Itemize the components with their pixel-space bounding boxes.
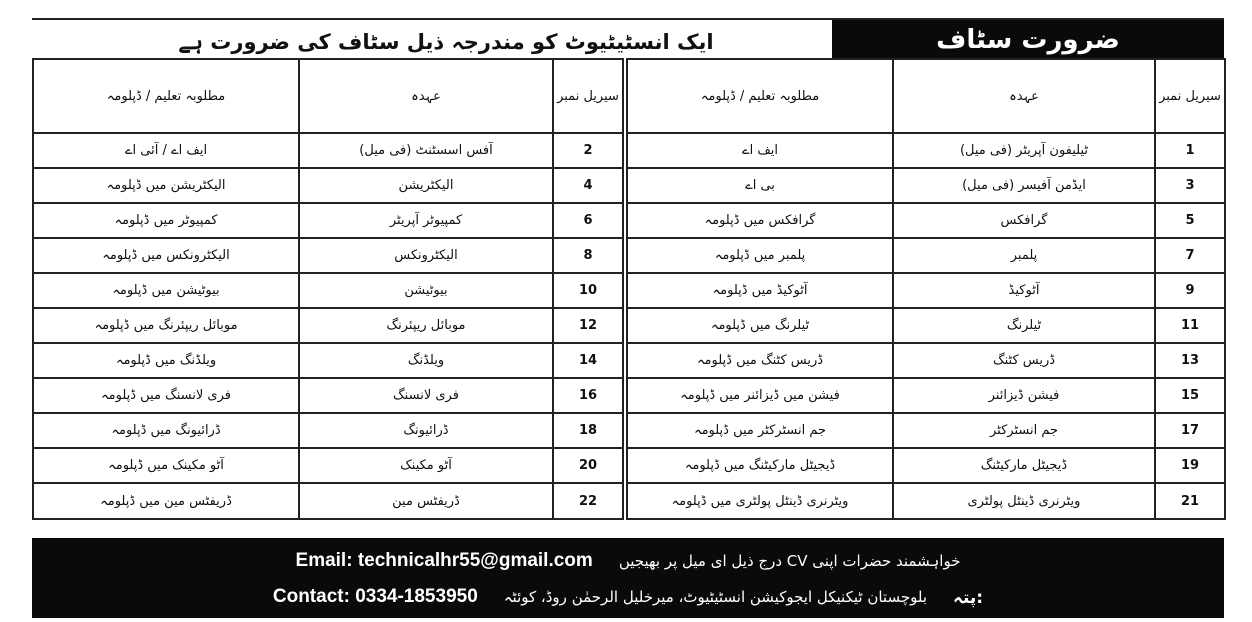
post-cell: موبائل ریپئرنگ (299, 308, 553, 343)
post-cell: ویلڈنگ (299, 343, 553, 378)
qualification-cell: فری لانسنگ میں ڈپلومہ (33, 378, 299, 413)
qualification-cell: کمپیوٹر میں ڈپلومہ (33, 203, 299, 238)
serial-cell: 8 (553, 238, 625, 273)
post-header-2: عہدہ (299, 59, 553, 133)
serial-header: سیریل نمبر (1155, 59, 1225, 133)
post-cell: ڈیجیٹل مارکیٹنگ (893, 448, 1155, 483)
post-cell: فیشن ڈیزائنر (893, 378, 1155, 413)
address-label: پتہ: (953, 587, 984, 608)
table-row (33, 448, 1225, 483)
post-cell: ٹیلرنگ (893, 308, 1155, 343)
serial-cell: 9 (1155, 273, 1225, 308)
serial-cell: 16 (553, 378, 625, 413)
header (32, 18, 1224, 60)
serial-cell: 6 (553, 203, 625, 238)
serial-cell: 1 (1155, 133, 1225, 168)
post-cell: فری لانسنگ (299, 378, 553, 413)
serial-cell: 7 (1155, 238, 1225, 273)
qualification-header-2: مطلوبہ تعلیم / ڈپلومہ (33, 59, 299, 133)
table-row (33, 133, 1225, 168)
qualification-cell: ویٹرنری ڈینٹل پولٹری میں ڈپلومہ (625, 483, 893, 519)
qualification-cell: جم انسٹرکٹر میں ڈپلومہ (625, 413, 893, 448)
table-row (33, 238, 1225, 273)
table-row (33, 413, 1225, 448)
post-cell: ڈریس کٹنگ (893, 343, 1155, 378)
post-cell: گرافکس (893, 203, 1155, 238)
staff-table (32, 58, 1226, 520)
qualification-cell: فیشن میں ڈیزائنر میں ڈپلومہ (625, 378, 893, 413)
serial-cell: 2 (553, 133, 625, 168)
qualification-cell: ایف اے (625, 133, 893, 168)
ad-title: ضرورت سٹاف (832, 20, 1224, 60)
serial-cell: 10 (553, 273, 625, 308)
qualification-cell: الیکٹریشن میں ڈپلومہ (33, 168, 299, 203)
table-row (33, 343, 1225, 378)
post-cell: آٹوکیڈ (893, 273, 1155, 308)
post-cell: جم انسٹرکٹر (893, 413, 1155, 448)
serial-cell: 22 (553, 483, 625, 519)
serial-cell: 20 (553, 448, 625, 483)
qualification-cell: موبائل ریپئرنگ میں ڈپلومہ (33, 308, 299, 343)
serial-cell: 13 (1155, 343, 1225, 378)
qualification-cell: ڈریس کٹنگ میں ڈپلومہ (625, 343, 893, 378)
serial-cell: 4 (553, 168, 625, 203)
address-text: بلوچستان ٹیکنیکل ایجوکیشن انسٹیٹیوٹ، میرخلیل الرحمٰن روڈ، کوئٹہ (503, 588, 927, 606)
post-header: عہدہ (893, 59, 1155, 133)
table-row (33, 168, 1225, 203)
serial-cell: 19 (1155, 448, 1225, 483)
serial-cell: 11 (1155, 308, 1225, 343)
qualification-cell: ڈرائیونگ میں ڈپلومہ (33, 413, 299, 448)
contact-text: Contact: 0334-1853950 (272, 586, 478, 607)
footer-email-row (32, 544, 1224, 578)
post-cell: پلمبر (893, 238, 1155, 273)
serial-cell: 18 (553, 413, 625, 448)
post-cell: بیوٹیشن (299, 273, 553, 308)
serial-cell: 21 (1155, 483, 1225, 519)
table-row (33, 203, 1225, 238)
post-cell: ڈرائیونگ (299, 413, 553, 448)
post-cell: الیکٹرونکس (299, 238, 553, 273)
post-cell: کمپیوٹر آپریٹر (299, 203, 553, 238)
qualification-cell: ویلڈنگ میں ڈپلومہ (33, 343, 299, 378)
footer-contact-row (32, 580, 1224, 614)
post-cell: آفس اسسٹنٹ (فی میل) (299, 133, 553, 168)
post-cell: ایڈمن آفیسر (فی میل) (893, 168, 1155, 203)
qualification-cell: بیوٹیشن میں ڈپلومہ (33, 273, 299, 308)
qualification-cell: ڈیجیٹل مارکیٹنگ میں ڈپلومہ (625, 448, 893, 483)
staff-table-wrapper (32, 58, 1224, 520)
qualification-cell: ڈریفٹس مین میں ڈپلومہ (33, 483, 299, 519)
post-cell: ڈریفٹس مین (299, 483, 553, 519)
table-header-row (33, 59, 1225, 133)
table-row (33, 308, 1225, 343)
table-row (33, 378, 1225, 413)
qualification-cell: بی اے (625, 168, 893, 203)
qualification-header: مطلوبہ تعلیم / ڈپلومہ (625, 59, 893, 133)
qualification-cell: آٹوکیڈ میں ڈپلومہ (625, 273, 893, 308)
email-note: خواہشمند حضرات اپنی CV درج ذیل ای میل پر بھیجیں (618, 552, 961, 570)
qualification-cell: گرافکس میں ڈپلومہ (625, 203, 893, 238)
serial-cell: 12 (553, 308, 625, 343)
post-cell: ویٹرنری ڈینٹل پولٹری (893, 483, 1155, 519)
qualification-cell: ٹیلرنگ میں ڈپلومہ (625, 308, 893, 343)
serial-header-2: سیریل نمبر (553, 59, 625, 133)
ad-subtitle: ایک انسٹیٹیوٹ کو مندرجہ ذیل سٹاف کی ضرورت ہے (178, 30, 714, 54)
post-cell: الیکٹریشن (299, 168, 553, 203)
qualification-cell: آٹو مکینک میں ڈپلومہ (33, 448, 299, 483)
post-cell: ٹیلیفون آپریٹر (فی میل) (893, 133, 1155, 168)
table-row (33, 483, 1225, 519)
serial-cell: 14 (553, 343, 625, 378)
serial-cell: 15 (1155, 378, 1225, 413)
serial-cell: 5 (1155, 203, 1225, 238)
post-cell: آٹو مکینک (299, 448, 553, 483)
email-text: Email: technicalhr55@gmail.com (295, 550, 593, 571)
qualification-cell: پلمبر میں ڈپلومہ (625, 238, 893, 273)
qualification-cell: ایف اے / آئی اے (33, 133, 299, 168)
qualification-cell: الیکٹرونکس میں ڈپلومہ (33, 238, 299, 273)
serial-cell: 17 (1155, 413, 1225, 448)
table-row (33, 273, 1225, 308)
footer (32, 538, 1224, 618)
serial-cell: 3 (1155, 168, 1225, 203)
